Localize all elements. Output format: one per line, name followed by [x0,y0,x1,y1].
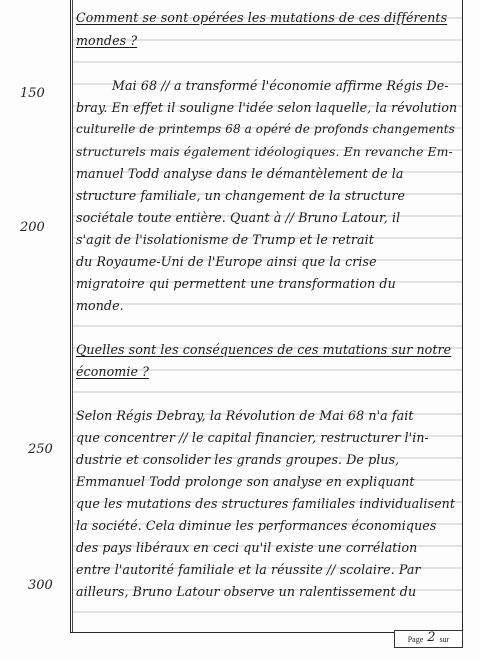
page-number: 2 [427,630,436,645]
para-1-line: structure familiale, un changement de la structure [76,188,406,203]
para-1-line: migratoire qui permettent une transformation du [76,276,396,291]
line-number-150: 150 [20,86,45,101]
para-2-line: que les mutations des structures familiales individualisent [76,496,455,511]
para-2-line: des pays libéraux en ceci qu'il existe une corrélation [76,540,418,555]
para-2-line: Emmanuel Todd prolonge son analyse en expliquant [76,474,415,489]
para-1-line: monde. [76,298,124,313]
right-margin-rule [462,0,463,632]
question-1-line-1: Comment se sont opérées les mutations de ces différents [76,10,448,25]
para-2-line: Selon Régis Debray, la Révolution de Mai 68 n'a fait [76,408,414,423]
page-number-box [394,630,463,648]
para-2-line: la société. Cela diminue les performances économiques [76,518,437,533]
para-1-line: du Royaume-Uni de l'Europe ainsi que la crise [76,254,377,269]
page-label: Page [407,634,424,644]
line-number-300: 300 [28,578,53,593]
para-1-line: structurels mais également idéologiques. En revanche Em- [76,144,453,159]
para-1-line: manuel Todd analyse dans le démantèlement de la [76,166,404,181]
left-margin-rule-inner [72,0,73,632]
question-2-line-1: Quelles sont les conséquences de ces mutations sur notre [76,342,452,357]
sur-label: sur [439,634,450,644]
line-number-250: 250 [28,442,53,457]
para-2-line: entre l'autorité familiale et la réussite // scolaire. Par [76,562,421,577]
para-2-line: dustrie et consolider les grands groupes. De plus, [76,452,400,467]
para-1-line: s'agit de l'isolationisme de Trump et le retrait [76,232,374,247]
para-1-line: Mai 68 // a transformé l'économie affirme Régis De- [112,78,449,93]
para-1-line: sociétale toute entière. Quant à // Bruno Latour, il [76,210,401,225]
left-margin-rule [70,0,71,632]
para-2-line: que concentrer // le capital financier, restructurer l'in- [76,430,429,445]
para-2-line: ailleurs, Bruno Latour observe un ralentissement du [76,584,417,599]
para-1-line: bray. En effet il souligne l'idée selon laquelle, la révolution [76,100,458,115]
question-2-line-2: économie ? [76,364,149,379]
question-1-line-2: mondes ? [76,33,138,48]
line-number-200: 200 [20,220,45,235]
para-1-line: culturelle de printemps 68 a opéré de profonds changements [76,122,455,136]
